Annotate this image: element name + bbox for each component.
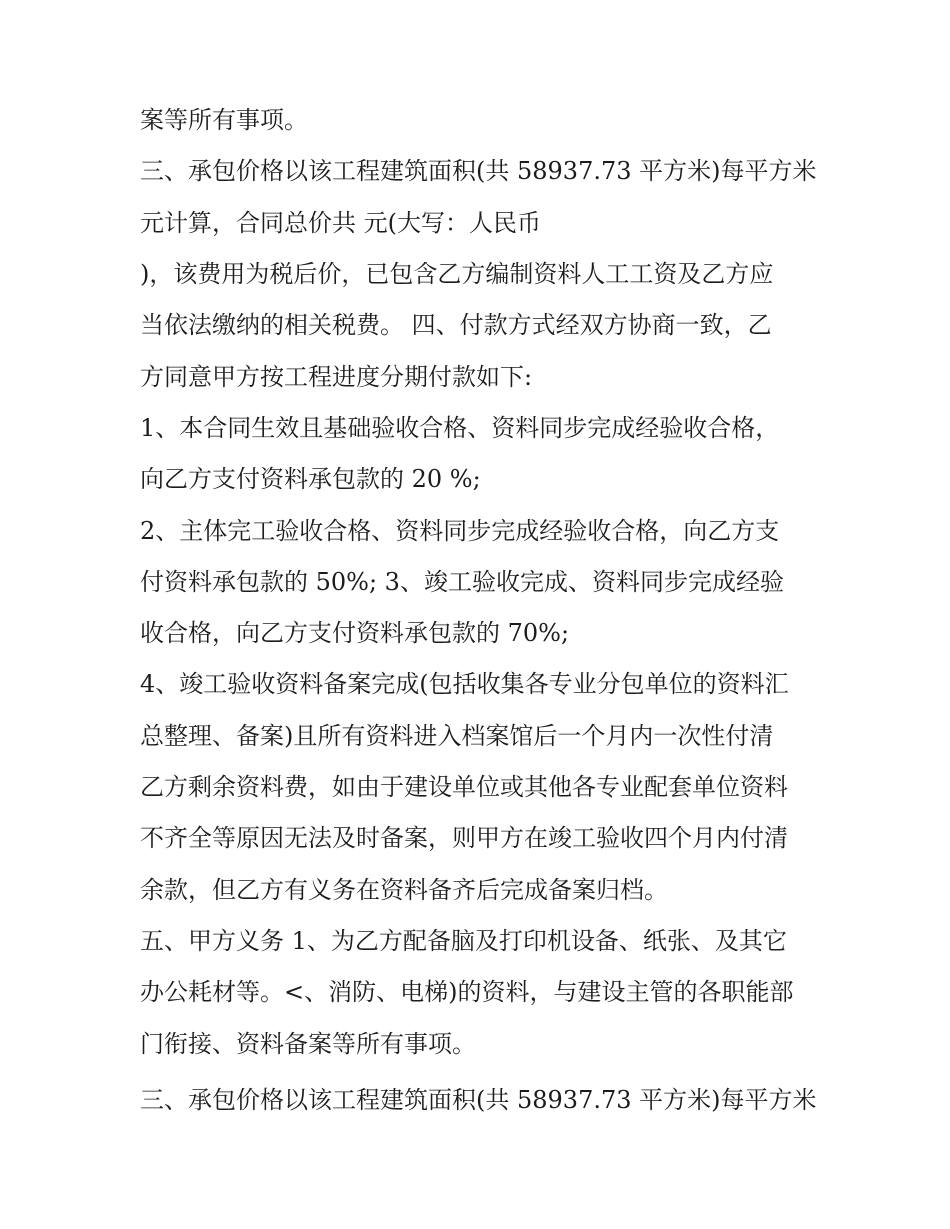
text-line-14: 乙方剩余资料费，如由于建设单位或其他各专业配套单位资料 — [140, 773, 788, 802]
text-line-3: 元计算，合同总价共 元(大写：人民币 — [140, 208, 541, 237]
text-line-8: 向乙方支付资料承包款的 20 %; — [140, 465, 481, 494]
text-line-6: 方同意甲方按工程进度分期付款如下: — [140, 362, 533, 391]
text-line-1: 案等所有事项。 — [140, 106, 308, 134]
text-line-15: 不齐全等原因无法及时备案，则甲方在竣工验收四个月内付清 — [140, 824, 788, 853]
text-line-10: 付资料承包款的 50%; 3、竣工验收完成、资料同步完成经验 — [140, 567, 784, 596]
text-line-12: 4、竣工验收资料备案完成(包括收集各专业分包单位的资料汇 — [140, 670, 789, 699]
document-body — [140, 108, 830, 1114]
text-line-13: 总整理、备案)且所有资料进入档案馆后一个月内一次性付清 — [140, 721, 774, 750]
text-line-18: 办公耗材等。<、消防、电梯)的资料，与建设主管的各职能部 — [140, 978, 794, 1007]
text-line-20: 三、承包价格以该工程建筑面积(共 58937.73 平方米)每平方米 — [140, 1085, 817, 1114]
text-line-17: 五、甲方义务 1、为乙方配备脑及打印机设备、纸张、及其它 — [140, 927, 787, 955]
text-line-16: 余款，但乙方有义务在资料备齐后完成备案归档。 — [140, 875, 668, 904]
text-line-4: )，该费用为税后价，已包含乙方编制资料人工工资及乙方应 — [140, 259, 774, 288]
text-line-19: 门衔接、资料备案等所有事项。 — [140, 1029, 476, 1058]
text-line-11: 收合格，向乙方支付资料承包款的 70%; — [140, 619, 570, 648]
text-line-9: 2、主体完工验收合格、资料同步完成经验收合格，向乙方支 — [140, 516, 780, 545]
text-line-2: 三、承包价格以该工程建筑面积(共 58937.73 平方米)每平方米 — [140, 157, 817, 186]
text-line-7: 1、本合同生效且基础验收合格、资料同步完成经验收合格， — [140, 413, 780, 442]
text-line-5: 当依法缴纳的相关税费。 四、付款方式经双方协商一致，乙 — [140, 311, 772, 340]
